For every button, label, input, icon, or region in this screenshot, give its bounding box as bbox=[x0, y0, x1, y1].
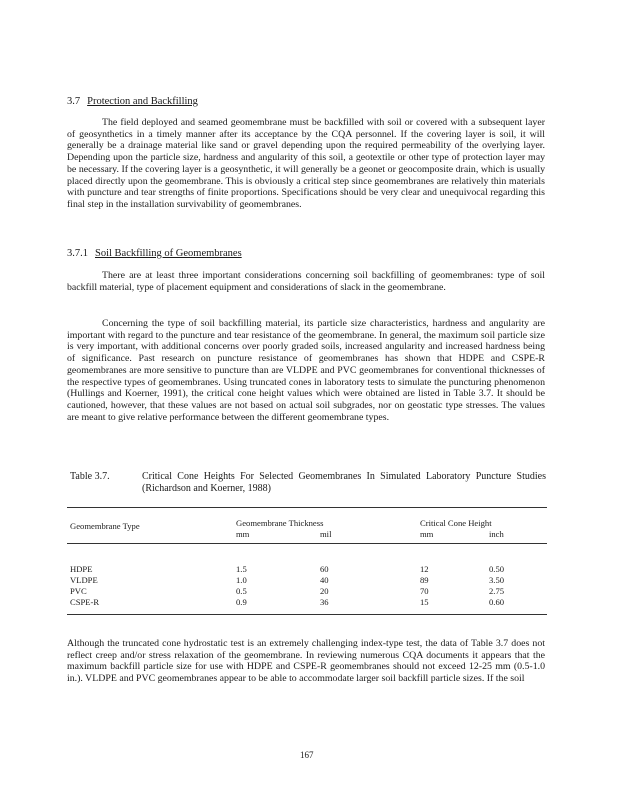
page-number: 167 bbox=[300, 750, 314, 760]
paragraph-considerations: There are at least three important considerations concerning soil backfilling of geomembranes: type of soil backfill material, type of placement equipment and considerations of slack in the geomembrane. bbox=[67, 270, 545, 293]
table-bottom-rule bbox=[67, 614, 547, 615]
section-heading bbox=[67, 95, 198, 108]
table-cell-height-mm: 12 bbox=[420, 564, 429, 574]
table-cell-type: VLDPE bbox=[70, 575, 98, 585]
col-subheader-height-inch: inch bbox=[489, 529, 504, 539]
table-top-rule bbox=[67, 507, 547, 508]
table-cell-type: HDPE bbox=[70, 564, 93, 574]
table-cell-thickness-mm: 1.5 bbox=[236, 564, 247, 574]
table-cell-thickness-mil: 36 bbox=[320, 597, 329, 607]
table-cell-height-mm: 89 bbox=[420, 575, 429, 585]
table-cell-height-inch: 0.60 bbox=[489, 597, 505, 607]
col-subheader-thickness-mm: mm bbox=[236, 529, 250, 539]
table-cell-type: CSPE-R bbox=[70, 597, 100, 607]
paragraph-cone-test: Although the truncated cone hydrostatic test is an extremely challenging index-type test, the data of Table 3.7 does not reflect creep and/or stress relaxation of the geomembrane. In reviewing numerous CQA documents it appears that the maximum backfill particle size for use with HDPE and CSPE-R geomembranes should not exceed 12-25 mm (0.5-1.0 in.). VLDPE and PVC geomembranes appear to be able to accommodate larger soil backfill particle sizes. If the soil bbox=[67, 638, 545, 685]
col-header-type: Geomembrane Type bbox=[70, 521, 140, 531]
section-number: 3.7 bbox=[67, 96, 81, 107]
table-cell-height-inch: 0.50 bbox=[489, 564, 505, 574]
col-subheader-height-mm: mm bbox=[420, 529, 434, 539]
paragraph-backfill-material: Concerning the type of soil backfilling material, its particle size characteristics, hardness and angularity are important with regard to the puncture and tear resistance of the geomembrane. In general, the maximum soil particle size is very important, with additional concerns over poorly graded soils, increased angularity and increased hardness being of significance. Past research on puncture resistance of geomembranes has shown that HDPE and CSPE-R geomembranes are more sensitive to puncture than are VLDPE and PVC geomembranes for conventional thicknesses of the respective types of geomembranes. Using truncated cones in laboratory tests to simulate the puncturing phenomenon (Hullings and Koerner, 1991), the critical cone height values which were obtained are listed in Table 3.7. It should be cautioned, however, that these values are not based on actual soil subgrades, nor on geostatic type stresses. The values are meant to give relative performance between the different geomembrane types. bbox=[67, 318, 545, 423]
table-cell-thickness-mm: 0.9 bbox=[236, 597, 247, 607]
table-cell-thickness-mil: 20 bbox=[320, 586, 329, 596]
table-cell-height-mm: 15 bbox=[420, 597, 429, 607]
table-cell-thickness-mil: 60 bbox=[320, 564, 329, 574]
section-title: Protection and Backfilling bbox=[87, 96, 198, 107]
table-label: Table 3.7. bbox=[70, 471, 110, 482]
table-cell-thickness-mm: 0.5 bbox=[236, 586, 247, 596]
paragraph-protection: The field deployed and seamed geomembrane must be backfilled with soil or covered with a subsequent layer of geosynthetics in a timely manner after its acceptance by the CQA personnel. If the covering layer is soil, it will generally be a drainage material like sand or gravel depending upon the required permeability of the overlying layer. Depending upon the particle size, hardness and angularity of this soil, a geotextile or other type of protection layer may be necessary. If the covering layer is a geosynthetic, it will generally be a geonet or geocomposite drain, which is usually placed directly upon the geomembrane. This is obviously a critical step since geomembranes are relatively thin materials with puncture and tear strengths of finite proportions. Specifications should be very clear and unequivocal regarding this final step in the installation survivability of geomembranes. bbox=[67, 117, 545, 210]
table-cell-thickness-mil: 40 bbox=[320, 575, 329, 585]
col-header-thickness: Geomembrane Thickness bbox=[236, 518, 324, 528]
col-subheader-thickness-mil: mil bbox=[320, 529, 332, 539]
table-cell-height-mm: 70 bbox=[420, 586, 429, 596]
table-cell-thickness-mm: 1.0 bbox=[236, 575, 247, 585]
table-caption: Critical Cone Heights For Selected Geomembranes In Simulated Laboratory Puncture Studies (Richardson and Koerner, 1988) bbox=[142, 471, 546, 494]
table-header-rule bbox=[67, 543, 547, 544]
col-header-height: Critical Cone Height bbox=[420, 518, 492, 528]
table-cell-height-inch: 2.75 bbox=[489, 586, 505, 596]
table-cell-type: PVC bbox=[70, 586, 87, 596]
subsection-heading bbox=[67, 247, 242, 260]
subsection-title: Soil Backfilling of Geomembranes bbox=[95, 248, 242, 259]
table-cell-height-inch: 3.50 bbox=[489, 575, 505, 585]
subsection-number: 3.7.1 bbox=[67, 248, 88, 259]
